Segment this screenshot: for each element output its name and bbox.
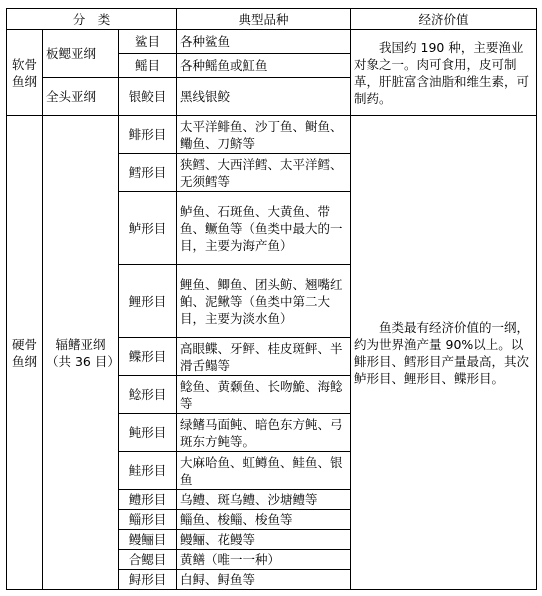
species-cell: 绿鳍马面鲀、暗色东方鲀、弓斑东方鲀等。: [177, 414, 351, 452]
species-cell: 狭鳕、大西洋鳕、太平洋鳕、无须鳕等: [177, 154, 351, 192]
species-cell: 鲻鱼、梭鲻、梭鱼等: [177, 510, 351, 530]
species-cell: 黄鳝（唯一一种）: [177, 550, 351, 570]
value-bony: 鱼类最有经济价值的一纲，约为世界渔产量 90%以上。以鲱形目、鳕形目产量最高，其次鲈形目、鲤形目、鲽形目。: [351, 116, 537, 590]
header-row: [7, 9, 537, 30]
order-cell: 鳐目: [119, 54, 177, 78]
species-cell: 鳗鲡、花鳗等: [177, 530, 351, 550]
value-cartilaginous: 我国约 190 种，主要渔业对象之一。肉可食用，皮可制革，肝脏富含油脂和维生素，可制药。: [351, 30, 537, 116]
header-classification: 分 类: [7, 9, 177, 30]
order-cell: 鲻形目: [119, 510, 177, 530]
subclass-holocephali: 全头亚纲: [43, 78, 119, 116]
species-cell: 黑线银鲛: [177, 78, 351, 116]
order-cell: 鲀形目: [119, 414, 177, 452]
order-cell: 鲽形目: [119, 338, 177, 376]
order-cell: 鳗鲡目: [119, 530, 177, 550]
subclass-elasmobranchii: 板鳃亚纲: [43, 30, 119, 78]
order-cell: 鲱形目: [119, 116, 177, 154]
order-cell: 银鲛目: [119, 78, 177, 116]
order-cell: 鳢形目: [119, 490, 177, 510]
table-row: [7, 30, 537, 54]
order-cell: 鲶形目: [119, 376, 177, 414]
fish-classification-table: [6, 8, 537, 590]
header-species: 典型品种: [177, 9, 351, 30]
subclass-actinopterygii: 辐鳍亚纲（共 36 目）: [43, 116, 119, 590]
species-cell: 大麻哈鱼、虹鳟鱼、鲑鱼、银鱼: [177, 452, 351, 490]
order-cell: 鲈形目: [119, 192, 177, 265]
species-cell: 各种鳐鱼或魟鱼: [177, 54, 351, 78]
order-cell: 鳕形目: [119, 154, 177, 192]
species-cell: 鲶鱼、黄颡鱼、长吻鮠、海鲶等: [177, 376, 351, 414]
class-bony: 硬骨鱼纲: [7, 116, 43, 590]
order-cell: 鲤形目: [119, 265, 177, 338]
species-cell: 各种鲨鱼: [177, 30, 351, 54]
species-cell: 白鲟、鲟鱼等: [177, 570, 351, 590]
order-cell: 鲑形目: [119, 452, 177, 490]
header-value: 经济价值: [351, 9, 537, 30]
species-cell: 鲈鱼、石斑鱼、大黄鱼、带鱼、鳜鱼等（鱼类中最大的一目，主要为海产鱼）: [177, 192, 351, 265]
species-cell: 乌鳢、斑乌鳢、沙塘鳢等: [177, 490, 351, 510]
species-cell: 高眼鲽、牙鲆、桂皮斑鲆、半滑舌鳎等: [177, 338, 351, 376]
table-row: [7, 116, 537, 154]
order-cell: 鲨目: [119, 30, 177, 54]
species-cell: 鲤鱼、鲫鱼、团头鲂、翘嘴红鲌、泥鳅等（鱼类中第二大目，主要为淡水鱼）: [177, 265, 351, 338]
order-cell: 合鳃目: [119, 550, 177, 570]
species-cell: 太平洋鲱鱼、沙丁鱼、鲥鱼、鳓鱼、刀鲚等: [177, 116, 351, 154]
order-cell: 鲟形目: [119, 570, 177, 590]
class-cartilaginous: 软骨鱼纲: [7, 30, 43, 116]
